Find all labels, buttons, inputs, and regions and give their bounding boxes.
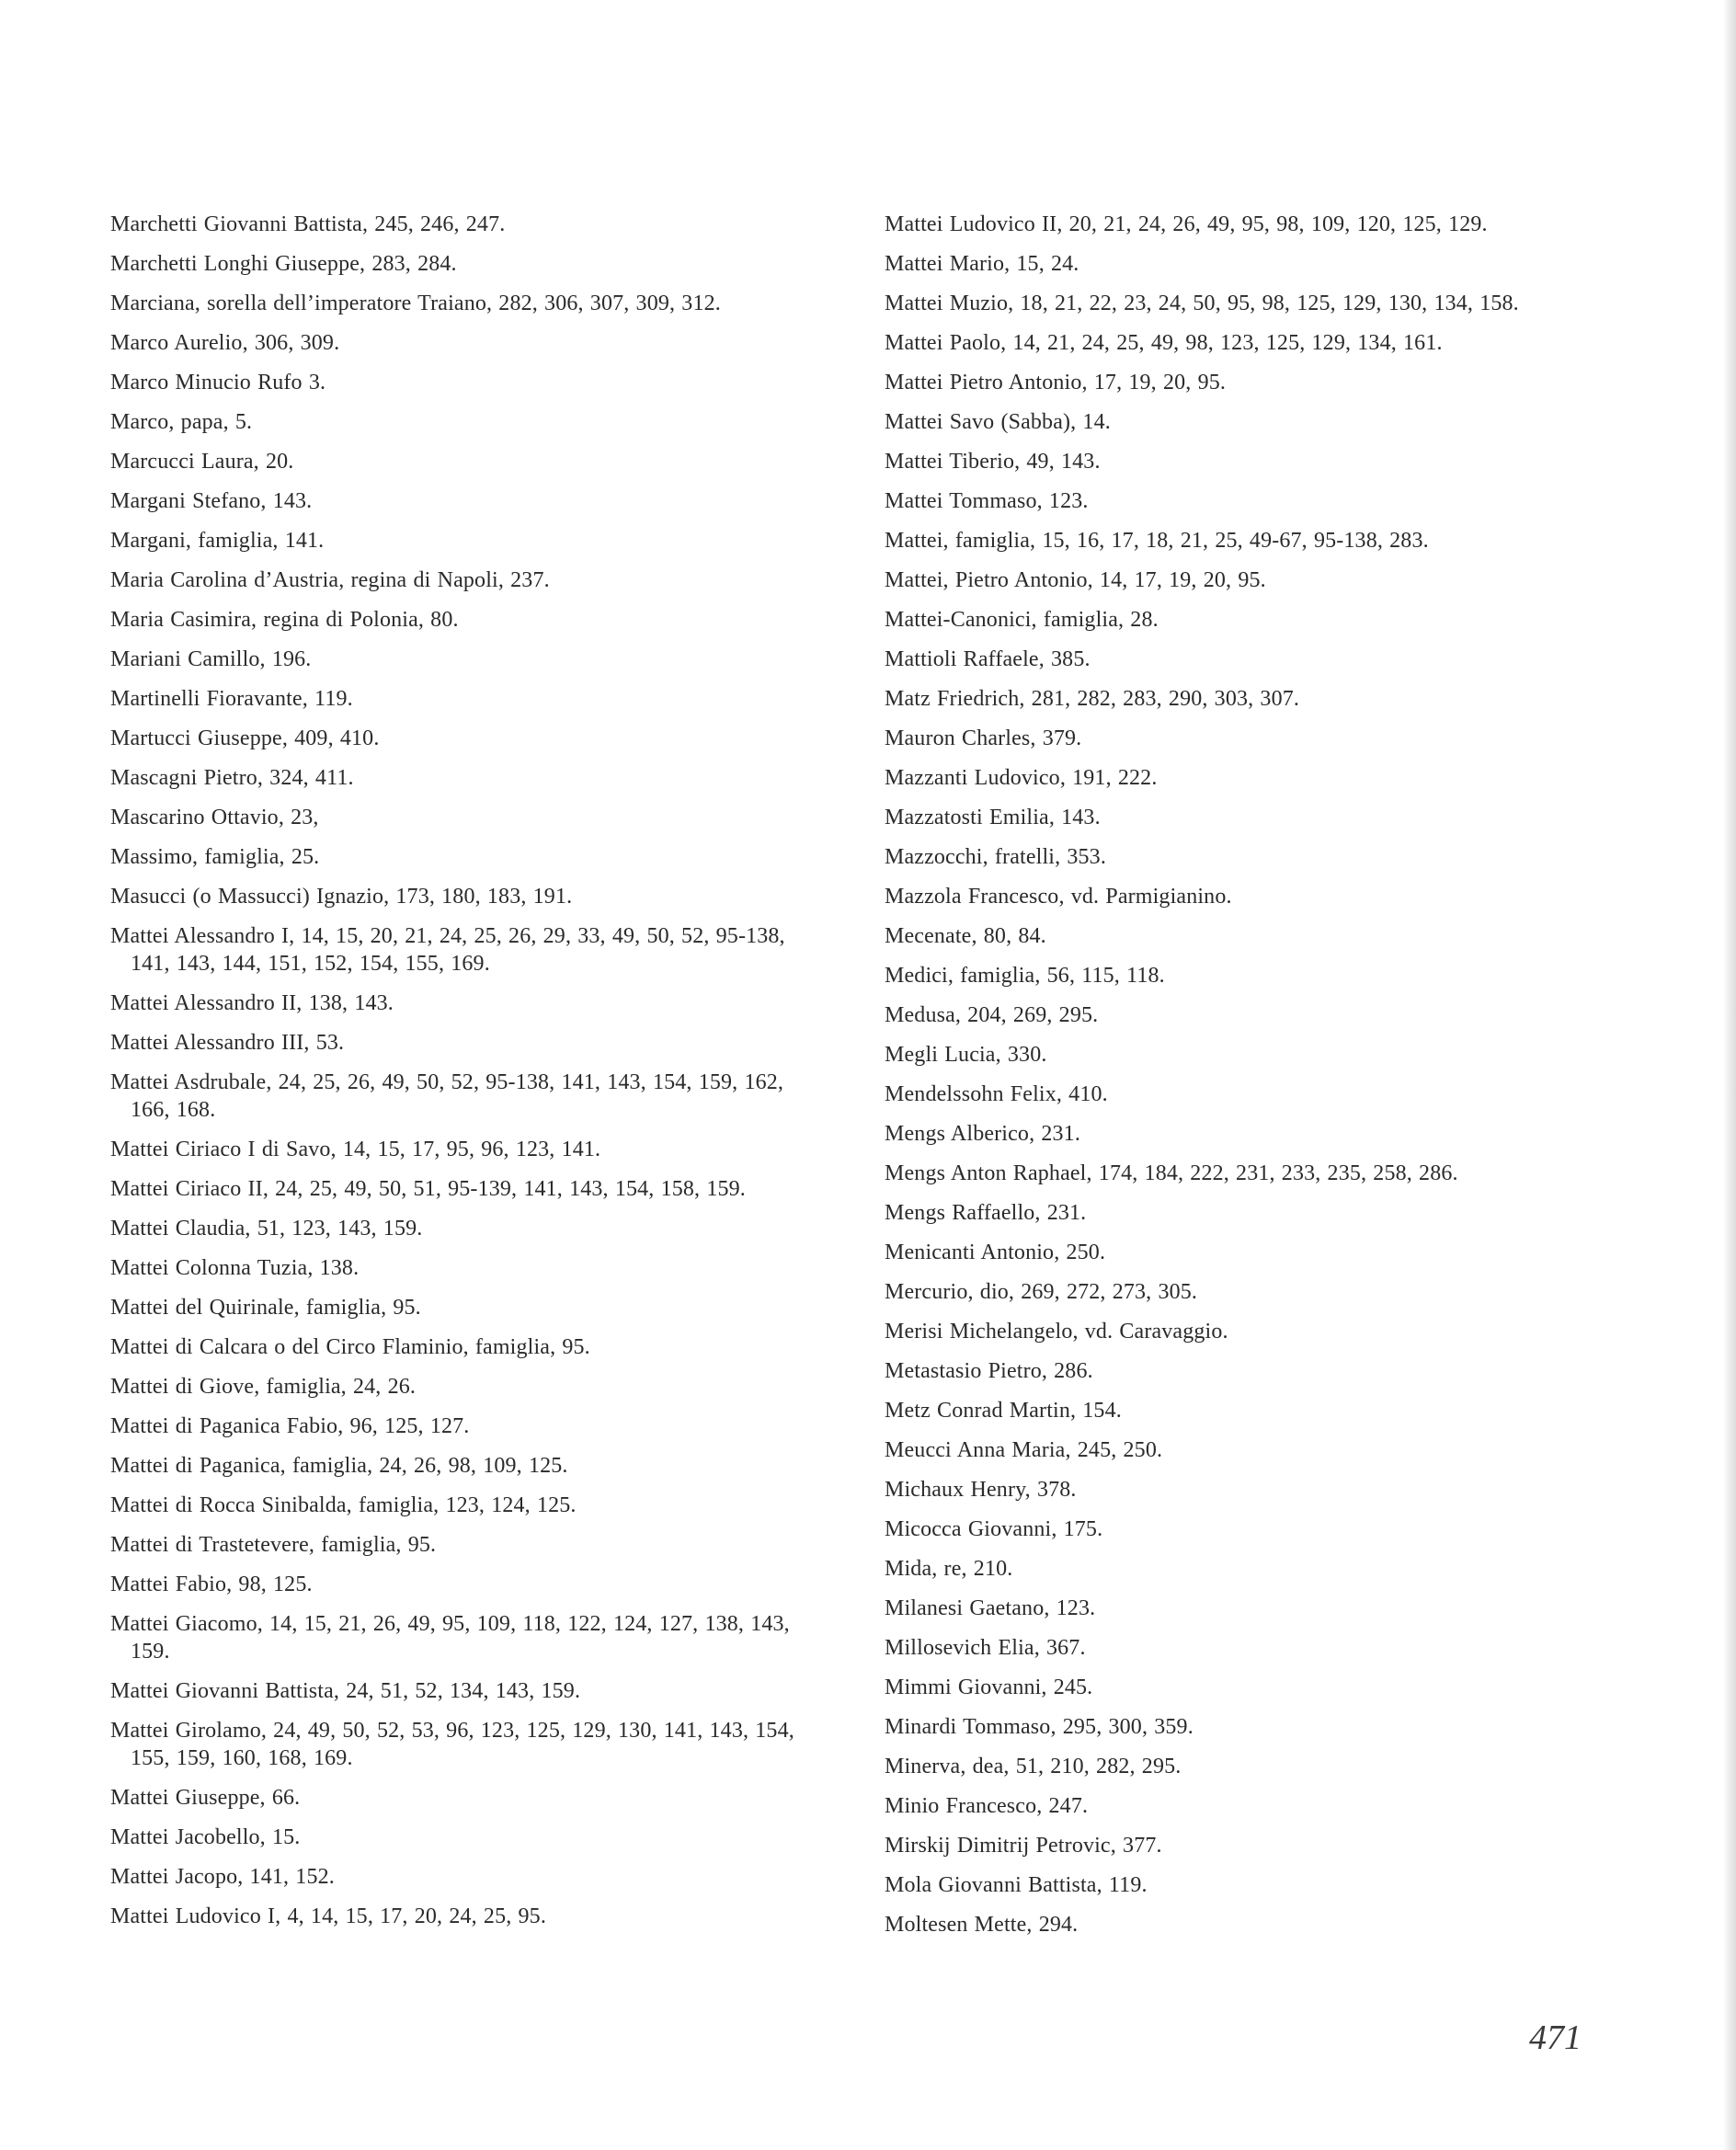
index-entry: Mattei del Quirinale, famiglia, 95. [110, 1296, 421, 1320]
index-entry: Mattei Giovanni Battista, 24, 51, 52, 134, 143, 159. [110, 1679, 581, 1703]
index-column-right [885, 211, 1583, 1950]
index-entry: Mattei Tiberio, 49, 143. [885, 450, 1101, 474]
index-entry: Margani Stefano, 143. [110, 489, 313, 513]
index-entry: Mimmi Giovanni, 245. [885, 1675, 1093, 1699]
index-entry: Mattei Fabio, 98, 125. [110, 1572, 313, 1596]
index-entry: Mattei Alessandro I, 14, 15, 20, 21, 24, 25, 26, 29, 33, 49, 50, 52, 95-138, 141, 143, 144, 151, 152, 154, 155, 169. [110, 924, 785, 976]
index-entry: Mattei Ciriaco I di Savo, 14, 15, 17, 95, 96, 123, 141. [110, 1138, 601, 1161]
index-entry: Mauron Charles, 379. [885, 726, 1082, 750]
index-entry: Minio Francesco, 247. [885, 1794, 1089, 1818]
index-entry: Mariani Camillo, 196. [110, 647, 312, 671]
index-entry: Mattei di Rocca Sinibalda, famiglia, 123, 124, 125. [110, 1493, 577, 1517]
index-entry: Masucci (o Massucci) Ignazio, 173, 180, 183, 191. [110, 885, 573, 909]
index-entry: Moltesen Mette, 294. [885, 1913, 1079, 1937]
index-entry: Marciana, sorella dell’imperatore Traiano, 282, 306, 307, 309, 312. [110, 292, 721, 315]
index-entry: Mattei di Trastetevere, famiglia, 95. [110, 1533, 437, 1557]
index-entry: Milanesi Gaetano, 123. [885, 1596, 1096, 1620]
index-entry: Mattei Muzio, 18, 21, 22, 23, 24, 50, 95, 98, 125, 129, 130, 134, 158. [885, 292, 1519, 315]
index-entry: Margani, famiglia, 141. [110, 529, 325, 553]
index-entry: Mattei, Pietro Antonio, 14, 17, 19, 20, 95. [885, 568, 1266, 592]
index-entry: Mazzatosti Emilia, 143. [885, 806, 1101, 829]
index-entry: Mattei Jacobello, 15. [110, 1825, 301, 1849]
index-entry: Mazzanti Ludovico, 191, 222. [885, 766, 1158, 790]
index-entry: Martucci Giuseppe, 409, 410. [110, 726, 380, 750]
index-entry: Mattei Pietro Antonio, 17, 19, 20, 95. [885, 371, 1227, 395]
index-entry: Mattei Savo (Sabba), 14. [885, 410, 1111, 434]
index-entry: Mattei Paolo, 14, 21, 24, 25, 49, 98, 123, 125, 129, 134, 161. [885, 331, 1443, 355]
index-entry: Mattei Asdrubale, 24, 25, 26, 49, 50, 52, 95-138, 141, 143, 154, 159, 162, 166, 168. [110, 1070, 784, 1122]
index-entry: Mattioli Raffaele, 385. [885, 647, 1091, 671]
index-entry: Metz Conrad Martin, 154. [885, 1399, 1122, 1423]
index-entry: Menicanti Antonio, 250. [885, 1241, 1106, 1264]
index-entry: Matz Friedrich, 281, 282, 283, 290, 303, 307. [885, 687, 1300, 711]
index-entry: Mattei Ludovico II, 20, 21, 24, 26, 49, 95, 98, 109, 120, 125, 129. [885, 212, 1488, 236]
index-entry: Mattei-Canonici, famiglia, 28. [885, 608, 1159, 632]
index-entry: Mola Giovanni Battista, 119. [885, 1873, 1148, 1897]
index-entry: Mattei Alessandro III, 53. [110, 1031, 345, 1055]
index-entry: Maria Casimira, regina di Polonia, 80. [110, 608, 459, 632]
index-entry: Mecenate, 80, 84. [885, 924, 1046, 948]
index-column-left [110, 211, 809, 1942]
index-entry: Megli Lucia, 330. [885, 1043, 1047, 1067]
index-entry: Mattei Claudia, 51, 123, 143, 159. [110, 1217, 423, 1241]
index-entry: Mattei Mario, 15, 24. [885, 252, 1079, 276]
index-entry: Mattei Ciriaco II, 24, 25, 49, 50, 51, 95-139, 141, 143, 154, 158, 159. [110, 1177, 746, 1201]
index-entry: Marchetti Longhi Giuseppe, 283, 284. [110, 252, 457, 276]
index-entry: Mirskij Dimitrij Petrovic, 377. [885, 1834, 1162, 1858]
index-entry: Meucci Anna Maria, 245, 250. [885, 1438, 1163, 1462]
index-entry: Mattei di Paganica, famiglia, 24, 26, 98, 109, 125. [110, 1454, 568, 1478]
index-entry: Mattei di Paganica Fabio, 96, 125, 127. [110, 1414, 470, 1438]
index-entry: Mascarino Ottavio, 23, [110, 806, 319, 829]
index-entry: Mattei di Giove, famiglia, 24, 26. [110, 1375, 417, 1399]
index-entry: Micocca Giovanni, 175. [885, 1517, 1103, 1541]
index-entry: Marchetti Giovanni Battista, 245, 246, 247. [110, 212, 506, 236]
index-entry: Mengs Alberico, 231. [885, 1122, 1080, 1146]
index-entry: Martinelli Fioravante, 119. [110, 687, 353, 711]
index-entry: Medusa, 204, 269, 295. [885, 1003, 1099, 1027]
index-entry: Mattei Ludovico I, 4, 14, 15, 17, 20, 24, 25, 95. [110, 1904, 546, 1928]
index-entry: Metastasio Pietro, 286. [885, 1359, 1093, 1383]
index-entry: Mattei, famiglia, 15, 16, 17, 18, 21, 25, 49-67, 95-138, 283. [885, 529, 1429, 553]
index-entry: Maria Carolina d’Austria, regina di Napoli, 237. [110, 568, 550, 592]
index-entry: Marcucci Laura, 20. [110, 450, 294, 474]
index-entry: Mattei Giacomo, 14, 15, 21, 26, 49, 95, 109, 118, 122, 124, 127, 138, 143, 159. [110, 1612, 790, 1664]
page-number: 471 [1529, 2018, 1582, 2057]
index-entry: Millosevich Elia, 367. [885, 1636, 1086, 1660]
index-entry: Minardi Tommaso, 295, 300, 359. [885, 1715, 1194, 1739]
index-entry: Mendelssohn Felix, 410. [885, 1082, 1108, 1106]
index-entry: Mattei Jacopo, 141, 152. [110, 1865, 335, 1889]
page-edge-shadow [1723, 0, 1736, 2150]
index-entry: Merisi Michelangelo, vd. Caravaggio. [885, 1320, 1228, 1344]
index-entry: Mazzola Francesco, vd. Parmigianino. [885, 885, 1232, 909]
index-entry: Mida, re, 210. [885, 1557, 1013, 1581]
index-entry: Marco Aurelio, 306, 309. [110, 331, 340, 355]
index-entry: Mengs Anton Raphael, 174, 184, 222, 231, 233, 235, 258, 286. [885, 1161, 1458, 1185]
index-entry: Marco, papa, 5. [110, 410, 253, 434]
index-entry: Mattei Alessandro II, 138, 143. [110, 991, 394, 1015]
index-entry: Minerva, dea, 51, 210, 282, 295. [885, 1755, 1182, 1778]
index-entry: Medici, famiglia, 56, 115, 118. [885, 964, 1165, 988]
index-entry: Mengs Raffaello, 231. [885, 1201, 1087, 1225]
index-entry: Mazzocchi, fratelli, 353. [885, 845, 1106, 869]
index-entry: Marco Minucio Rufo 3. [110, 371, 326, 395]
index-entry: Mattei Tommaso, 123. [885, 489, 1089, 513]
index-entry: Mascagni Pietro, 324, 411. [110, 766, 354, 790]
index-entry: Mattei Giuseppe, 66. [110, 1786, 301, 1810]
index-entry: Michaux Henry, 378. [885, 1478, 1077, 1502]
index-entry: Massimo, famiglia, 25. [110, 845, 320, 869]
index-entry: Mercurio, dio, 269, 272, 273, 305. [885, 1280, 1198, 1304]
index-entry: Mattei di Calcara o del Circo Flaminio, famiglia, 95. [110, 1335, 590, 1359]
index-entry: Mattei Girolamo, 24, 49, 50, 52, 53, 96, 123, 125, 129, 130, 141, 143, 154, 155, 159, 160, 168, 169. [110, 1719, 794, 1770]
index-entry: Mattei Colonna Tuzia, 138. [110, 1256, 360, 1280]
